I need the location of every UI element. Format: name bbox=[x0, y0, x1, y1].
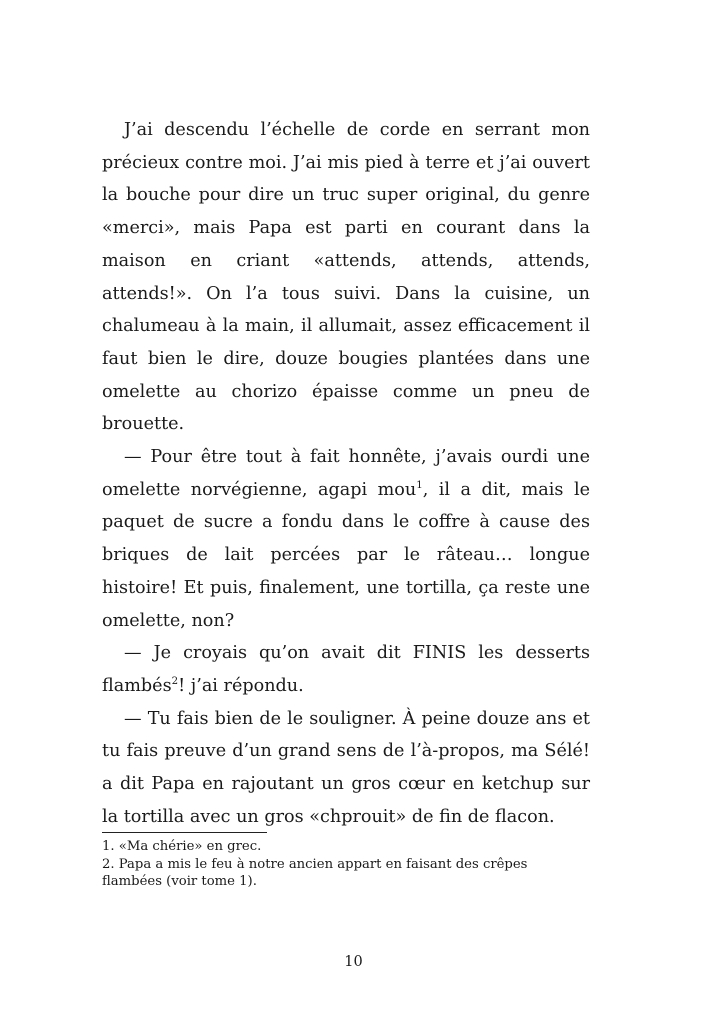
body-text bbox=[102, 114, 590, 833]
paragraph-3 bbox=[102, 637, 590, 702]
paragraph-4-text: — Tu fais bien de le souligner. À peine douze ans et tu fais preuve d’un grand sens de l’à-propos, ma Sélé! a dit Papa en rajoutant un gros cœur en ketchup sur la tortilla avec un gros «chprouit» de fin de flacon. bbox=[102, 708, 590, 827]
paragraph-4 bbox=[102, 703, 590, 834]
paragraph-3-text-start: — Je croyais qu’on avait dit FINIS les desserts flambés bbox=[102, 643, 590, 696]
paragraph-2-text-start: — Pour être tout à fait honnête, j’avais ourdi une omelette norvégienne, agapi mou bbox=[102, 447, 590, 500]
paragraph-1-text: J’ai descendu l’échelle de corde en serrant mon précieux contre moi. J’ai mis pied à terre et j’ai ouvert la bouche pour dire un truc super original, du genre «merci», mais Papa est parti en courant dans la maison en criant «attends, attends, attends, attends!». On l’a tous suivi. Dans la cuisine, un chalumeau à la main, il allumait, assez efficacement il faut bien le dire, douze bougies plantées dans une omelette au chorizo épaisse comme un pneu de brouette. bbox=[102, 120, 590, 435]
paragraph-3-text-end: ! j’ai répondu. bbox=[178, 675, 304, 696]
footnote-separator bbox=[102, 832, 267, 833]
footnote-1: 1. «Ma chérie» en grec. bbox=[102, 839, 262, 854]
paragraph-1 bbox=[102, 114, 590, 441]
page-number: 10 bbox=[344, 954, 363, 970]
footnotes bbox=[102, 838, 582, 891]
footnote-2: 2. Papa a mis le feu à notre ancien appart en faisant des crêpes flambées (voir tome 1). bbox=[102, 856, 528, 889]
footnote-ref-1: 1 bbox=[416, 479, 423, 491]
paragraph-2-text-end: , il a dit, mais le paquet de sucre a fondu dans le coffre à cause des briques de lait percées par le râteau… longue histoire! Et puis, finalement, une tortilla, ça reste une omelette, non? bbox=[102, 479, 590, 631]
paragraph-2 bbox=[102, 441, 590, 637]
footnote-ref-2: 2 bbox=[171, 676, 179, 688]
